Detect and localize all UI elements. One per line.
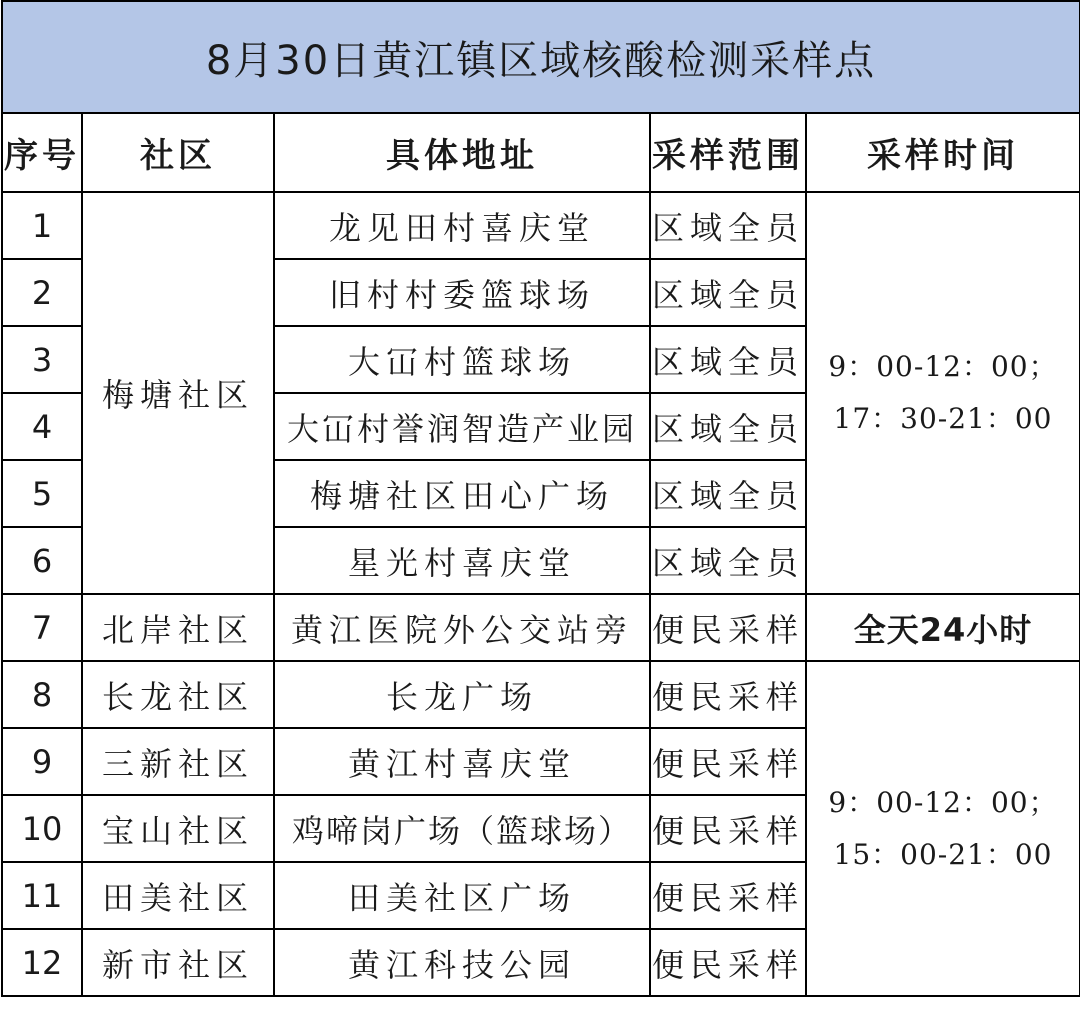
row-index: 4 bbox=[2, 393, 82, 460]
row-index: 9 bbox=[2, 728, 82, 795]
row-index: 11 bbox=[2, 862, 82, 929]
time-cell bbox=[806, 192, 1080, 594]
address-cell: 鸡啼岗广场（篮球场） bbox=[274, 795, 650, 862]
address-cell: 大冚村誉润智造产业园 bbox=[274, 393, 650, 460]
community-cell: 长龙社区 bbox=[82, 661, 274, 728]
address-cell: 黄江医院外公交站旁 bbox=[274, 594, 650, 661]
scope-cell: 便民采样 bbox=[650, 929, 806, 996]
time-line: 15：00-21：00 bbox=[833, 837, 1053, 871]
community-cell: 宝山社区 bbox=[82, 795, 274, 862]
scope-cell: 区域全员 bbox=[650, 460, 806, 527]
community-cell: 梅塘社区 bbox=[82, 192, 274, 594]
address-cell: 梅塘社区田心广场 bbox=[274, 460, 650, 527]
row-index: 7 bbox=[2, 594, 82, 661]
address-cell: 星光村喜庆堂 bbox=[274, 527, 650, 594]
scope-cell: 区域全员 bbox=[650, 393, 806, 460]
table-row bbox=[2, 594, 1080, 661]
time-line: 9：00-12：00； bbox=[828, 350, 1058, 383]
address-cell: 黄江科技公园 bbox=[274, 929, 650, 996]
scope-cell: 便民采样 bbox=[650, 862, 806, 929]
community-cell: 北岸社区 bbox=[82, 594, 274, 661]
header-index: 序号 bbox=[2, 113, 82, 192]
header-row bbox=[2, 113, 1080, 192]
scope-cell: 便民采样 bbox=[650, 795, 806, 862]
row-index: 2 bbox=[2, 259, 82, 326]
sampling-sites-table bbox=[1, 0, 1080, 997]
community-cell: 田美社区 bbox=[82, 862, 274, 929]
row-index: 6 bbox=[2, 527, 82, 594]
header-community: 社区 bbox=[82, 113, 274, 192]
table-row bbox=[2, 661, 1080, 728]
table-title: 8月30日黄江镇区域核酸检测采样点 bbox=[2, 1, 1080, 113]
header-address: 具体地址 bbox=[274, 113, 650, 192]
time-cell bbox=[806, 661, 1080, 996]
scope-cell: 区域全员 bbox=[650, 259, 806, 326]
row-index: 12 bbox=[2, 929, 82, 996]
table-row bbox=[2, 192, 1080, 259]
time-line: 17：30-21：00 bbox=[833, 402, 1053, 435]
address-cell: 龙见田村喜庆堂 bbox=[274, 192, 650, 259]
scope-cell: 便民采样 bbox=[650, 728, 806, 795]
row-index: 5 bbox=[2, 460, 82, 527]
header-scope: 采样范围 bbox=[650, 113, 806, 192]
header-time: 采样时间 bbox=[806, 113, 1080, 192]
address-cell: 长龙广场 bbox=[274, 661, 650, 728]
row-index: 3 bbox=[2, 326, 82, 393]
row-index: 1 bbox=[2, 192, 82, 259]
address-cell: 黄江村喜庆堂 bbox=[274, 728, 650, 795]
row-index: 8 bbox=[2, 661, 82, 728]
address-cell: 大冚村篮球场 bbox=[274, 326, 650, 393]
scope-cell: 区域全员 bbox=[650, 326, 806, 393]
scope-cell: 便民采样 bbox=[650, 661, 806, 728]
row-index: 10 bbox=[2, 795, 82, 862]
scope-cell: 便民采样 bbox=[650, 594, 806, 661]
address-cell: 田美社区广场 bbox=[274, 862, 650, 929]
scope-cell: 区域全员 bbox=[650, 192, 806, 259]
scope-cell: 区域全员 bbox=[650, 527, 806, 594]
address-cell: 旧村村委篮球场 bbox=[274, 259, 650, 326]
community-cell: 三新社区 bbox=[82, 728, 274, 795]
community-cell: 新市社区 bbox=[82, 929, 274, 996]
time-cell: 全天24小时 bbox=[806, 594, 1080, 661]
time-line: 9：00-12：00； bbox=[828, 785, 1058, 819]
